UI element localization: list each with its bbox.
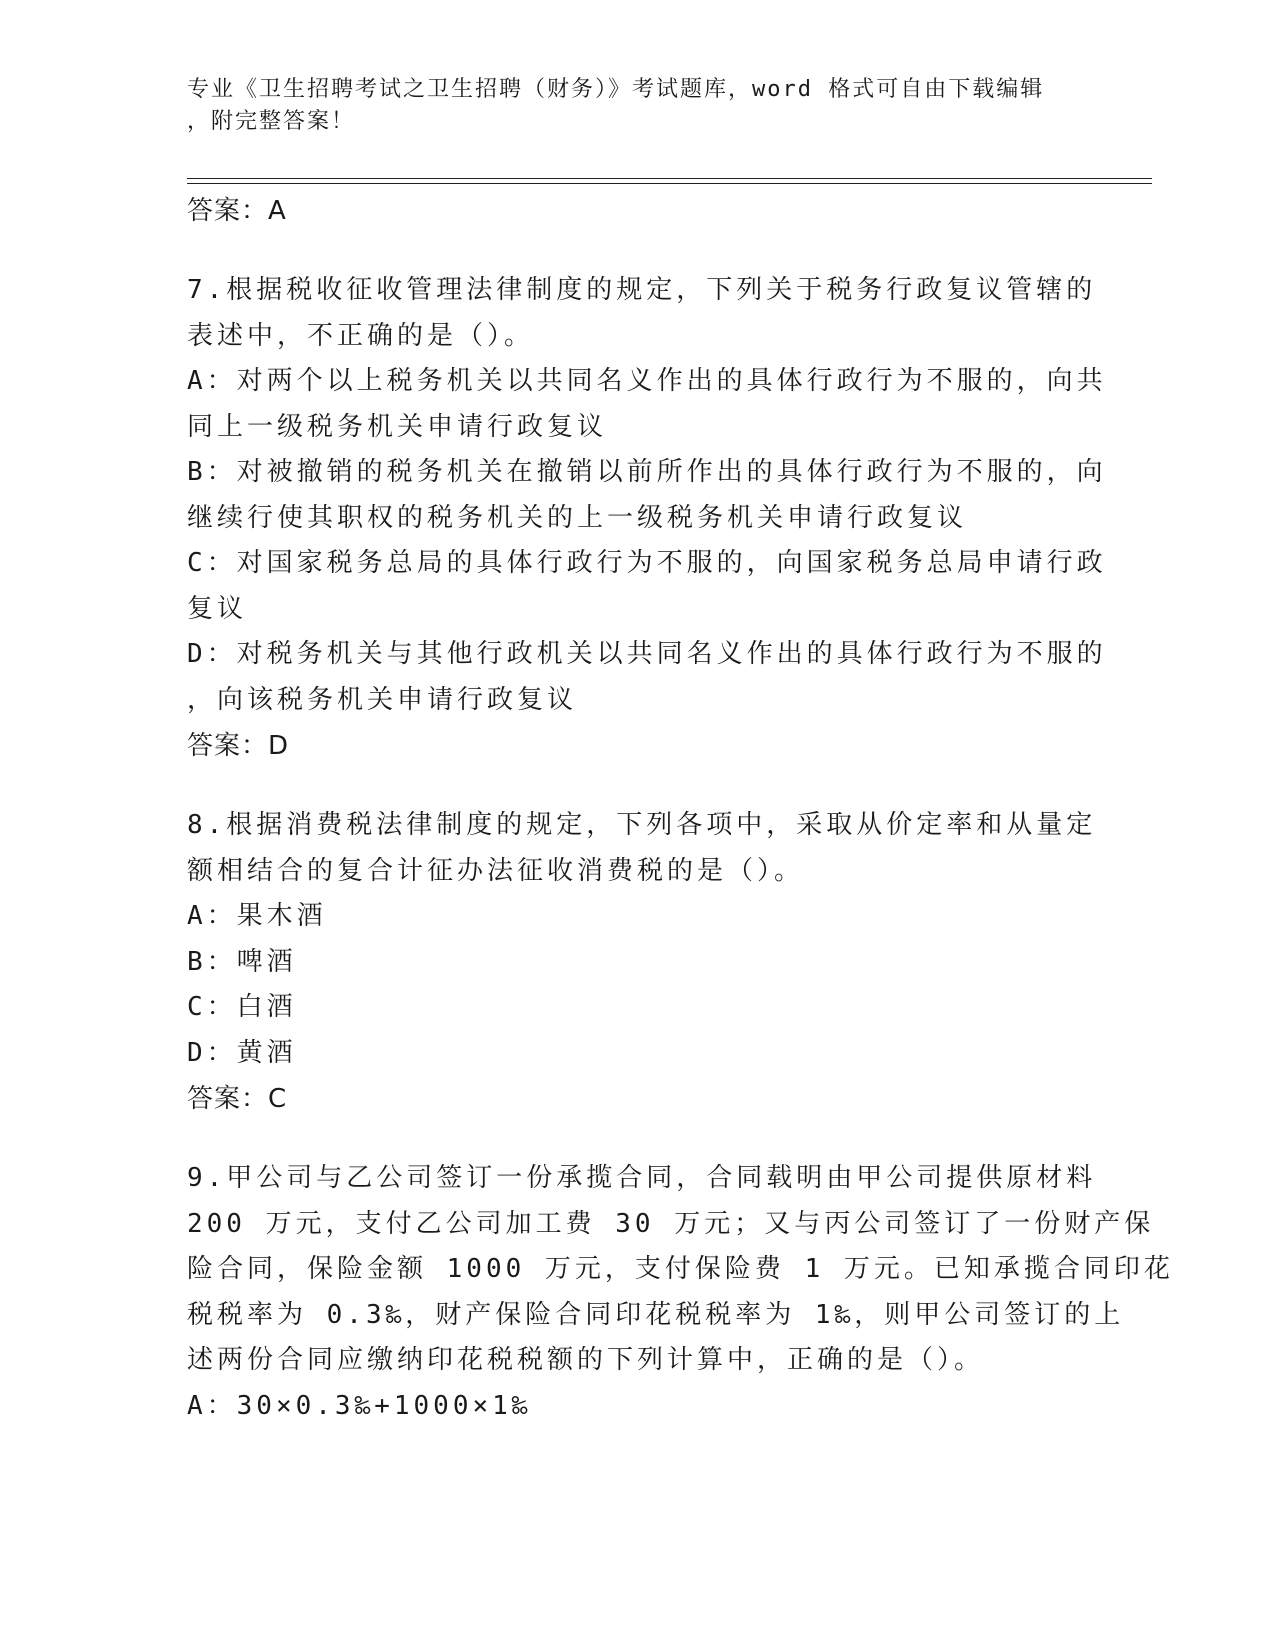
header-line-1: 专业《卫生招聘考试之卫生招聘（财务）》考试题库，word 格式可自由下载编辑 (187, 77, 1045, 102)
question-9-stem-line-5: 述两份合同应缴纳印花税税额的下列计算中，正确的是（）。 (187, 1345, 985, 1375)
question-8-option-b: B：啤酒 (187, 946, 297, 977)
document-header (187, 74, 1087, 138)
header-divider-bottom (187, 183, 1152, 184)
question-content (187, 188, 1174, 1429)
question-8-stem-line-1: 8.根据消费税法律制度的规定，下列各项中，采取从价定率和从量定 (187, 810, 1097, 840)
question-7-option-d-line-1: D：对税务机关与其他行政机关以共同名义作出的具体行政行为不服的 (187, 639, 1107, 669)
question-7-option-a-line-1: A：对两个以上税务机关以共同名义作出的具体行政行为不服的，向共 (187, 366, 1107, 396)
question-7-option-c-line-1: C：对国家税务总局的具体行政行为不服的，向国家税务总局申请行政 (187, 548, 1107, 578)
question-7-option-d-line-2: ，向该税务机关申请行政复议 (187, 684, 578, 715)
question-7-answer: 答案：D (187, 731, 290, 761)
answer-previous: 答案：A (187, 196, 287, 226)
question-9 (187, 1156, 1174, 1429)
question-8-option-d: D：黄酒 (187, 1037, 297, 1068)
question-9-option-a: A：30×0.3‰+1000×1‰ (187, 1390, 532, 1421)
question-7-option-b-line-2: 继续行使其职权的税务机关的上一级税务机关申请行政复议 (187, 502, 968, 533)
question-8-answer: 答案：C (187, 1084, 288, 1114)
header-divider-top (187, 178, 1152, 179)
question-9-stem-line-1: 9.甲公司与乙公司签订一份承揽合同，合同载明由甲公司提供原材料 (187, 1163, 1097, 1193)
question-8 (187, 803, 1097, 1076)
question-7 (187, 268, 1107, 723)
question-9-stem-line-3: 险合同，保险金额 1000 万元，支付保险费 1 万元。已知承揽合同印花 (187, 1254, 1174, 1284)
question-9-stem-line-4: 税税率为 0.3‰，财产保险合同印花税税率为 1‰，则甲公司签订的上 (187, 1299, 1125, 1330)
question-8-option-a: A：果木酒 (187, 901, 327, 931)
question-7-option-c-line-2: 复议 (187, 593, 248, 624)
question-9-stem-line-2: 200 万元，支付乙公司加工费 30 万元；又与丙公司签订了一份财产保 (187, 1208, 1155, 1239)
question-7-stem-line-2: 表述中，不正确的是（）。 (187, 320, 535, 351)
question-8-option-c: C：白酒 (187, 992, 297, 1022)
question-8-stem-line-2: 额相结合的复合计征办法征收消费税的是（）。 (187, 855, 805, 886)
header-line-2: ，附完整答案！ (187, 109, 356, 134)
question-7-option-b-line-1: B：对被撤销的税务机关在撤销以前所作出的具体行政行为不服的，向 (187, 457, 1107, 487)
question-7-stem-line-1: 7.根据税收征收管理法律制度的规定，下列关于税务行政复议管辖的 (187, 275, 1097, 305)
question-7-option-a-line-2: 同上一级税务机关申请行政复议 (187, 411, 608, 442)
